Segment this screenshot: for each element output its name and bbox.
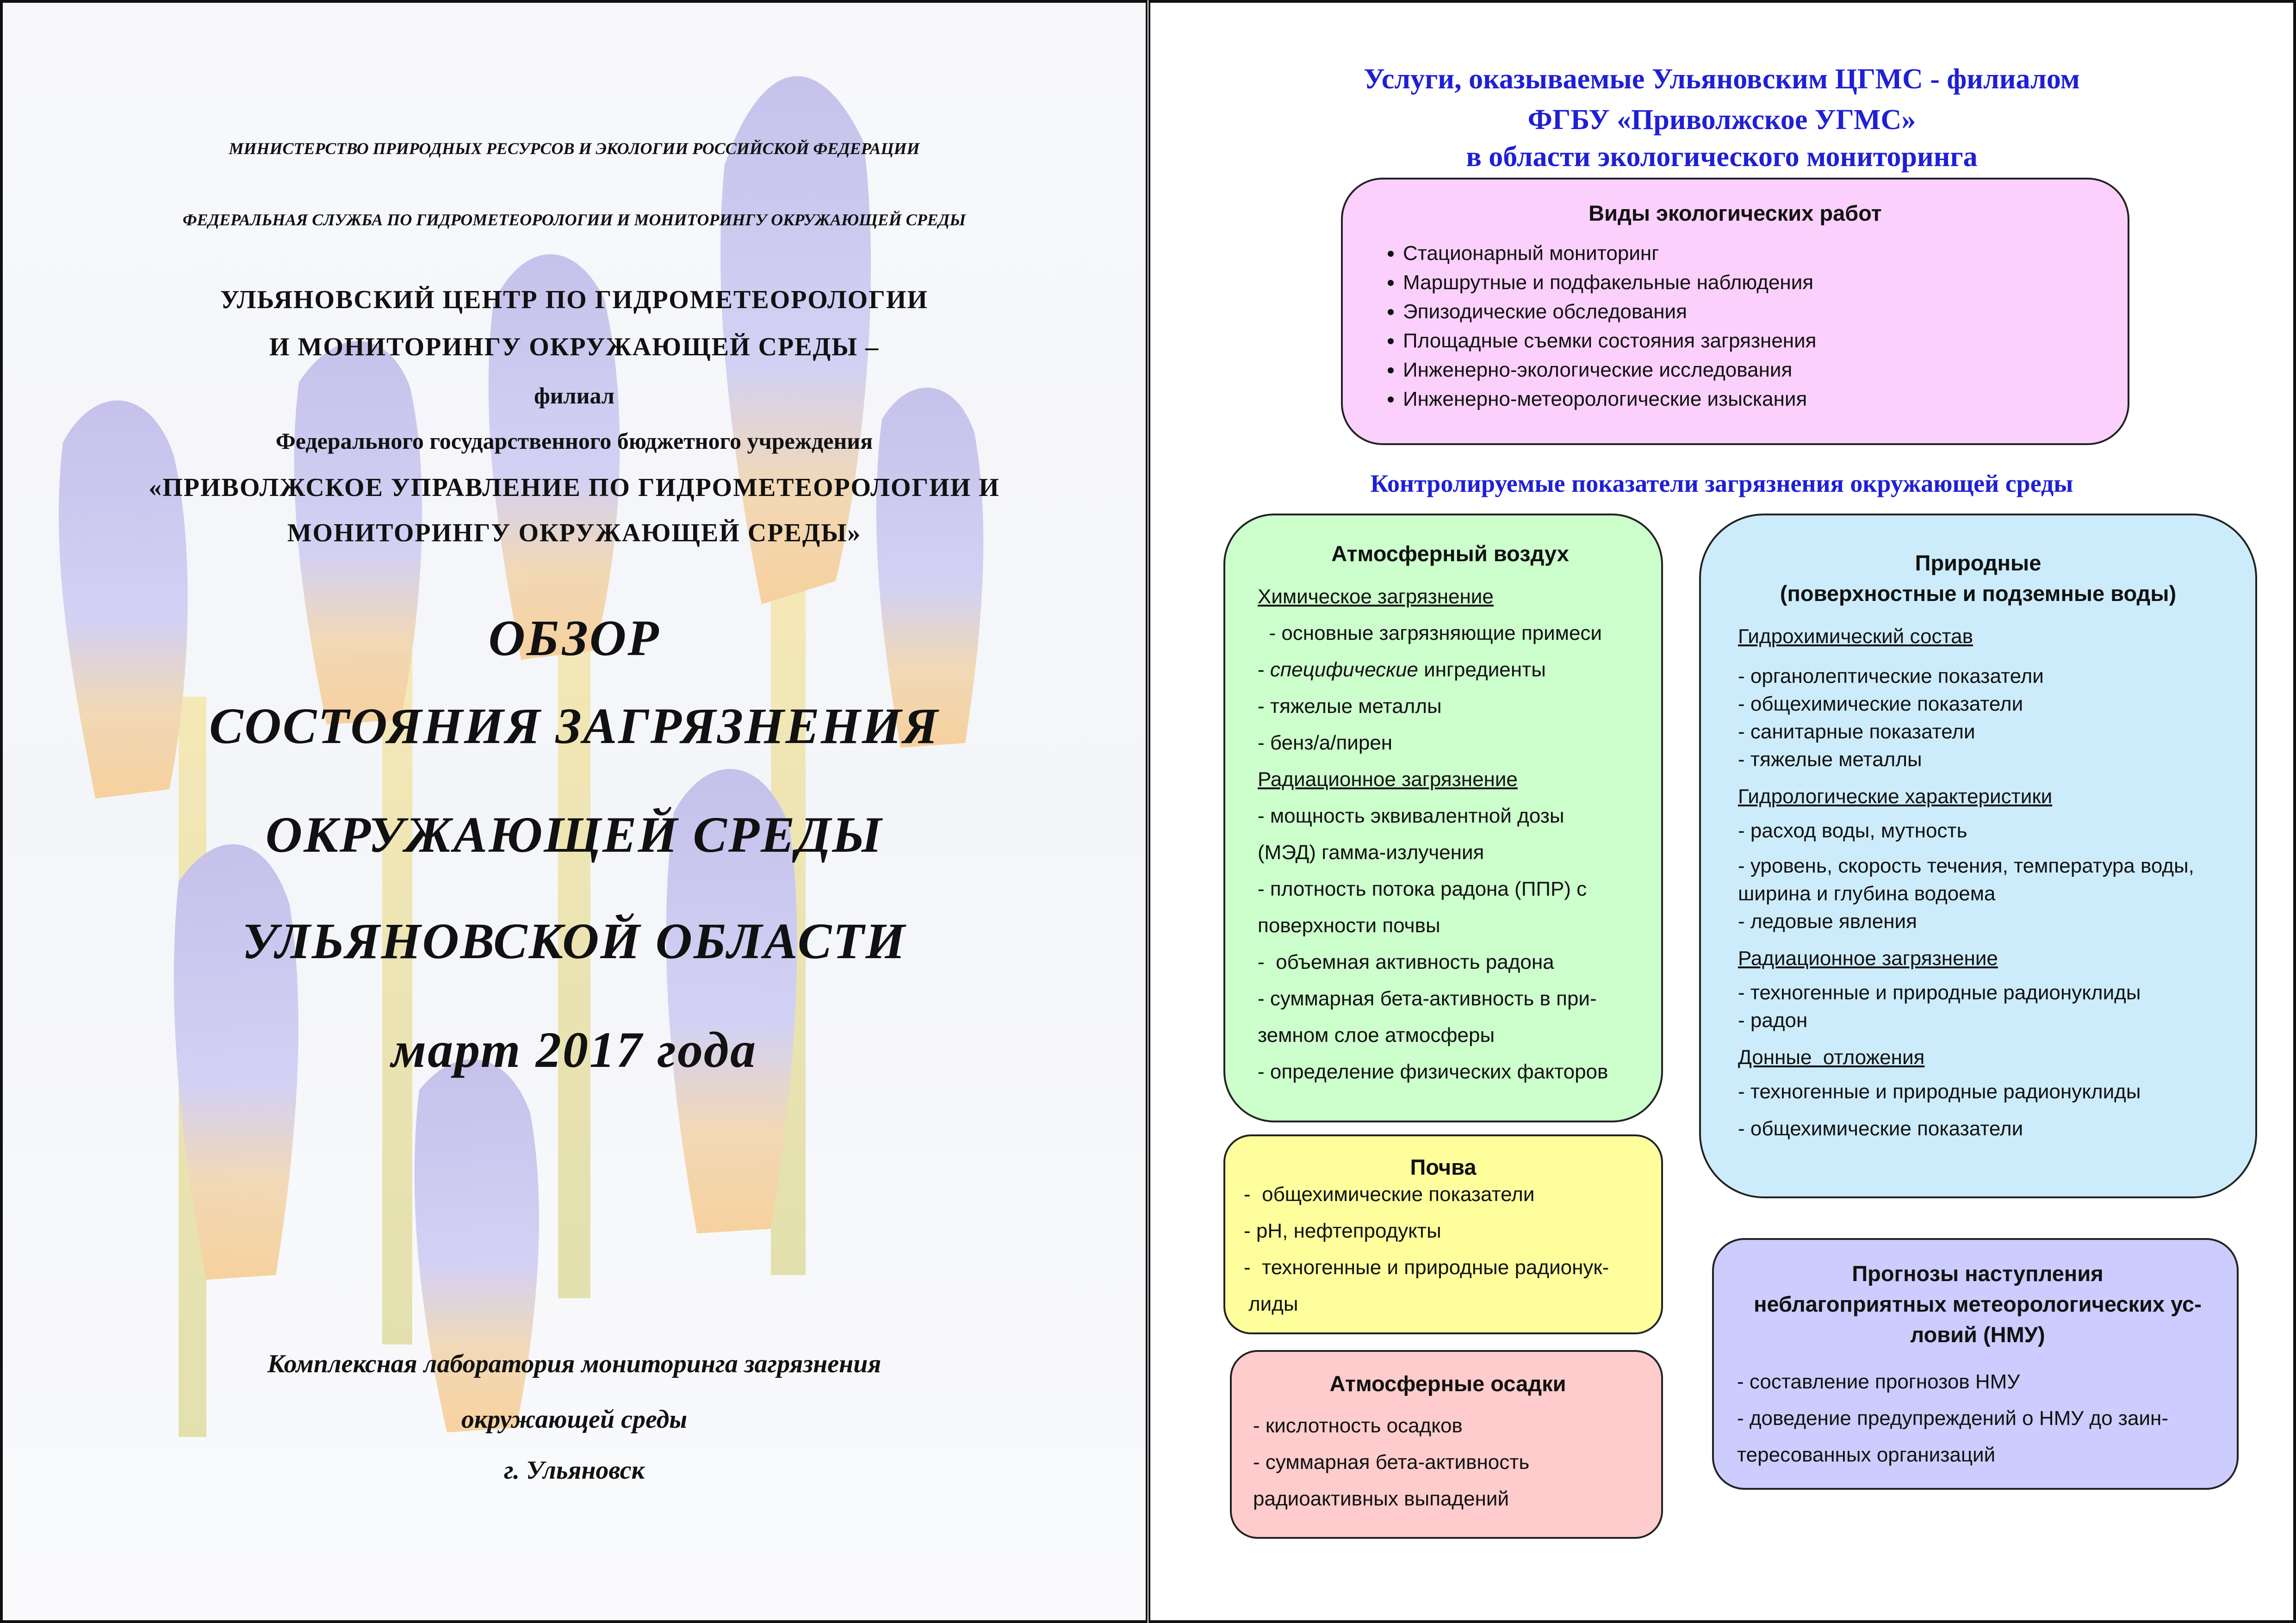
water-sediments-item: - общехимические показатели [1738,1117,2023,1140]
eco-works-item: • Инженерно-экологические исследования [1403,355,2109,384]
soil-item: - pH, нефтепродукты [1244,1219,1441,1242]
eco-works-item: • Стационарный мониторинг [1403,239,2109,268]
center-name-line1: УЛЬЯНОВСКИЙ ЦЕНТР ПО ГИДРОМЕТЕОРОЛОГИИ [220,285,928,314]
soil-item: - техногенные и природные радионук- [1244,1256,1609,1279]
water-hydrology-item: - уровень, скорость течения, температура воды, [1738,854,2194,877]
precip-box [1230,1350,1663,1539]
services-title-line1: Услуги, оказываемые Ульяновским ЦГМС - филиалом [1364,63,2080,95]
title-date: март 2017 года [391,1022,757,1078]
eco-works-item: • Эпизодические обследования [1403,297,2109,326]
eco-works-box [1341,178,2129,445]
air-rad-item: - суммарная бета-активность в при- [1258,987,1597,1010]
parent-org-line2: МОНИТОРИНГУ ОКРУЖАЮЩЕЙ СРЕДЫ» [287,519,862,547]
water-radiation-item: - радон [1738,1009,1808,1032]
water-hydrology-header: Гидрологические характеристики [1738,785,2053,808]
air-rad-item: - объемная активность радона [1258,950,1554,973]
title-line4: УЛЬЯНОВСКОЙ ОБЛАСТИ [242,913,906,969]
forecast-item: тересованных организаций [1737,1443,1996,1467]
soil-item: лиды [1248,1292,1298,1315]
air-rad-item: - плотность потока радона (ППР) с [1258,877,1587,900]
water-hydrochem-item: - общехимические показатели [1738,692,2023,715]
air-rad-item: земном слое атмосферы [1258,1023,1495,1047]
title-line1: ОБЗОР [488,610,660,666]
water-hydrochem-item: - тяжелые металлы [1738,748,1922,771]
water-sediments-header: Донные отложения [1738,1046,1925,1069]
air-chem-item: - тяжелые металлы [1258,694,1442,718]
water-title-line1: Природные [1915,551,2042,575]
soil-title: Почва [1410,1155,1477,1179]
eco-works-item: • Инженерно-метеорологические изыскания [1403,384,2109,414]
water-hydrology-item: ширина и глубина водоема [1738,882,1996,905]
precip-item: - кислотность осадков [1253,1414,1463,1437]
air-box [1223,514,1663,1122]
water-title-line2: (поверхностные и подземные воды) [1780,581,2177,606]
forecast-title-line2: неблагоприятных метеорологических ус- [1754,1291,2202,1316]
air-rad-item: - мощность эквивалентной дозы [1258,804,1564,827]
precip-title: Атмосферные осадки [1329,1371,1566,1396]
water-hydrochem-header: Гидрохимический состав [1738,625,1973,648]
ministry-name: МИНИСТЕРСТВО ПРИРОДНЫХ РЕСУРСОВ И ЭКОЛОГИИ РОССИЙСКОЙ ФЕДЕРАЦИИ [229,139,920,158]
eco-works-item: • Площадные съемки состояния загрязнения [1403,326,2109,355]
water-sediments-item: - техногенные и природные радионуклиды [1738,1080,2141,1103]
precip-item: - суммарная бета-активность [1253,1450,1530,1474]
water-box [1699,514,2257,1198]
title-line3: ОКРУЖАЮЩЕЙ СРЕДЫ [265,806,883,863]
lab-name-line1: Комплексная лаборатория мониторинга загрязнения [267,1350,881,1378]
air-chem-item [1258,651,1643,688]
indicators-title: Контролируемые показатели загрязнения окружающей среды [1370,470,2073,497]
air-chem-suffix: ингредиенты [1418,658,1546,681]
parent-org-line1: «ПРИВОЛЖСКОЕ УПРАВЛЕНИЕ ПО ГИДРОМЕТЕОРОЛОГИИ И [149,473,1000,502]
soil-item: - общехимические показатели [1244,1183,1535,1206]
center-name-line2: И МОНИТОРИНГУ ОКРУЖАЮЩЕЙ СРЕДЫ – [269,333,880,361]
air-chem-item: - основные загрязняющие примеси [1258,621,1602,644]
forecast-title-line3: ловий (НМУ) [1910,1322,2045,1347]
forecast-item: - доведение предупреждений о НМУ до заин- [1737,1407,2168,1430]
title-line2: СОСТОЯНИЯ ЗАГРЯЗНЕНИЯ [209,698,939,754]
nmu-forecast-box [1712,1238,2239,1490]
water-hydrology-item: - ледовые явления [1738,910,1917,933]
water-hydrochem-item: - санитарные показатели [1738,720,1975,743]
federal-service-name: ФЕДЕРАЛЬНАЯ СЛУЖБА ПО ГИДРОМЕТЕОРОЛОГИИ И МОНИТОРИНГУ ОКРУЖАЮЩЕЙ СРЕДЫ [182,211,966,229]
forecast-item: - составление прогнозов НМУ [1737,1370,2020,1394]
services-page [1148,0,2296,1623]
air-title: Атмосферный воздух [1331,541,1569,566]
forecast-title-line1: Прогнозы наступления [1852,1261,2104,1286]
eco-works-list [1361,239,2109,414]
branch-label: филиал [534,383,614,409]
eco-works-title: Виды экологических работ [1589,201,1882,225]
institution-type: Федерального государственного бюджетного учреждения [275,428,873,454]
air-rad-header: Радиационное загрязнение [1258,768,1518,791]
air-chem-header: Химическое загрязнение [1258,585,1494,608]
air-rad-item: (МЭД) гамма-излучения [1258,841,1484,864]
air-chem-item: - бенз/а/пирен [1258,731,1393,754]
air-chem-italic: специфические [1270,658,1418,681]
water-hydrochem-item: - органолептические показатели [1738,664,2044,688]
air-rad-item: поверхности почвы [1258,914,1440,937]
lab-name-line2: окружающей среды [461,1405,688,1434]
water-radiation-item: - техногенные и природные радионуклиды [1738,981,2141,1004]
air-chem-prefix: - [1258,658,1270,681]
city: г. Ульяновск [504,1456,645,1485]
water-radiation-header: Радиационное загрязнение [1738,947,1998,970]
air-rad-item: - определение физических факторов [1258,1060,1608,1083]
services-title-line3: в области экологического мониторинга [1466,141,1978,173]
soil-box [1223,1134,1663,1334]
services-title-line2: ФГБУ «Приволжское УГМС» [1527,104,1916,136]
water-hydrology-item: - расход воды, мутность [1738,819,1967,842]
precip-item: радиоактивных выпадений [1253,1487,1509,1510]
eco-works-item: • Маршрутные и подфакельные наблюдения [1403,268,2109,297]
